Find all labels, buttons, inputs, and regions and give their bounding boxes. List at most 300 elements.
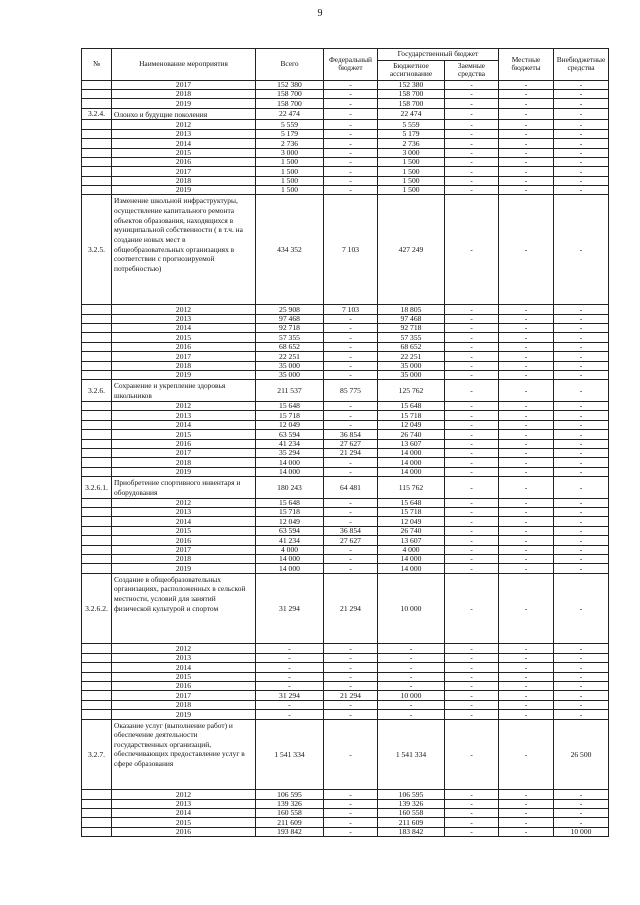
cell-federal: - <box>324 420 378 429</box>
header-num: № <box>82 49 112 81</box>
cell-total: 15 648 <box>256 498 324 507</box>
cell-budget: 13 607 <box>378 439 445 448</box>
cell-total: 31 294 <box>256 691 324 700</box>
table-row-year <box>82 681 609 690</box>
cell-local: - <box>499 681 554 690</box>
cell-num <box>82 99 112 108</box>
cell-extra: - <box>554 564 609 573</box>
cell-budget: 35 000 <box>378 371 445 380</box>
cell-loans: - <box>445 719 499 790</box>
table-row-year <box>82 176 609 185</box>
cell-num <box>82 458 112 467</box>
cell-federal: 21 294 <box>324 448 378 457</box>
cell-extra: - <box>554 448 609 457</box>
cell-num <box>82 672 112 681</box>
cell-name: 2014 <box>112 517 256 526</box>
cell-budget: 14 000 <box>378 467 445 476</box>
cell-federal: - <box>324 458 378 467</box>
cell-federal: - <box>324 498 378 507</box>
table-row-item <box>82 573 609 644</box>
cell-budget: 22 251 <box>378 352 445 361</box>
cell-total: 1 500 <box>256 186 324 195</box>
cell-federal: - <box>324 89 378 98</box>
cell-total: 41 234 <box>256 536 324 545</box>
cell-num <box>82 517 112 526</box>
cell-local: - <box>499 120 554 129</box>
cell-loans: - <box>445 672 499 681</box>
table-row-year <box>82 333 609 342</box>
table-row-year <box>82 799 609 808</box>
cell-budget: - <box>378 700 445 709</box>
cell-budget: 158 700 <box>378 99 445 108</box>
cell-total: - <box>256 710 324 719</box>
cell-extra: - <box>554 700 609 709</box>
cell-total: 22 251 <box>256 352 324 361</box>
cell-federal: - <box>324 108 378 120</box>
cell-federal: - <box>324 719 378 790</box>
cell-loans: - <box>445 99 499 108</box>
cell-local: - <box>499 448 554 457</box>
cell-name: 2017 <box>112 167 256 176</box>
cell-name: 2015 <box>112 430 256 439</box>
table-row-year <box>82 352 609 361</box>
cell-federal: 36 854 <box>324 430 378 439</box>
table-row-year <box>82 157 609 166</box>
cell-total: 41 234 <box>256 439 324 448</box>
cell-local: - <box>499 818 554 827</box>
cell-name: 2014 <box>112 139 256 148</box>
cell-federal: - <box>324 186 378 195</box>
cell-federal: - <box>324 80 378 89</box>
cell-extra: - <box>554 420 609 429</box>
cell-total: 158 700 <box>256 99 324 108</box>
cell-loans: - <box>445 80 499 89</box>
cell-num <box>82 342 112 351</box>
cell-loans: - <box>445 517 499 526</box>
cell-local: - <box>499 324 554 333</box>
cell-federal: - <box>324 324 378 333</box>
cell-extra: - <box>554 681 609 690</box>
cell-loans: - <box>445 653 499 662</box>
cell-name: 2018 <box>112 555 256 564</box>
cell-extra: - <box>554 663 609 672</box>
cell-total: 193 842 <box>256 827 324 836</box>
cell-name: 2017 <box>112 80 256 89</box>
cell-num <box>82 545 112 554</box>
cell-extra: 10 000 <box>554 827 609 836</box>
cell-budget: 5 179 <box>378 129 445 138</box>
cell-total: 1 500 <box>256 176 324 185</box>
cell-num <box>82 498 112 507</box>
cell-local: - <box>499 176 554 185</box>
cell-extra: - <box>554 342 609 351</box>
cell-local: - <box>499 545 554 554</box>
cell-name: Создание в общеобразовательных организациях, расположенных в сельской местности, условий для занятий физической культурой и спортом <box>112 573 256 644</box>
table-row-year <box>82 672 609 681</box>
cell-local: - <box>499 536 554 545</box>
cell-total: 31 294 <box>256 573 324 644</box>
cell-extra: - <box>554 799 609 808</box>
cell-extra: - <box>554 790 609 799</box>
header-extra: Внебюджетные средства <box>554 49 609 81</box>
table-row-year <box>82 526 609 535</box>
header-local: Местные бюджеты <box>499 49 554 81</box>
cell-federal: - <box>324 411 378 420</box>
cell-loans: - <box>445 314 499 323</box>
cell-federal: 7 103 <box>324 305 378 314</box>
cell-budget: 1 541 334 <box>378 719 445 790</box>
table-row-year <box>82 342 609 351</box>
cell-extra: - <box>554 305 609 314</box>
cell-local: - <box>499 719 554 790</box>
cell-federal: 21 294 <box>324 573 378 644</box>
cell-extra: - <box>554 129 609 138</box>
cell-num <box>82 555 112 564</box>
cell-federal: - <box>324 401 378 410</box>
cell-local: - <box>499 89 554 98</box>
cell-num <box>82 324 112 333</box>
table-row-year <box>82 324 609 333</box>
cell-total: 15 718 <box>256 508 324 517</box>
cell-num <box>82 148 112 157</box>
cell-num <box>82 314 112 323</box>
cell-total: 57 355 <box>256 333 324 342</box>
cell-extra: - <box>554 139 609 148</box>
cell-local: - <box>499 99 554 108</box>
cell-name: 2013 <box>112 653 256 662</box>
cell-extra: - <box>554 401 609 410</box>
cell-extra: - <box>554 186 609 195</box>
cell-extra: - <box>554 644 609 653</box>
table-row-year <box>82 564 609 573</box>
cell-name: Приобретение спортивного инвентаря и оборудования <box>112 477 256 499</box>
cell-loans: - <box>445 818 499 827</box>
cell-local: - <box>499 467 554 476</box>
cell-num <box>82 536 112 545</box>
cell-loans: - <box>445 564 499 573</box>
cell-budget: 427 249 <box>378 195 445 305</box>
cell-num <box>82 129 112 138</box>
table-row-year <box>82 129 609 138</box>
cell-name: 2016 <box>112 536 256 545</box>
cell-num <box>82 653 112 662</box>
cell-name: 2012 <box>112 644 256 653</box>
cell-local: - <box>499 342 554 351</box>
cell-local: - <box>499 439 554 448</box>
cell-budget: 3 000 <box>378 148 445 157</box>
table-row-year <box>82 508 609 517</box>
cell-total: 5 559 <box>256 120 324 129</box>
cell-local: - <box>499 129 554 138</box>
cell-federal: - <box>324 653 378 662</box>
cell-loans: - <box>445 380 499 402</box>
cell-budget: 26 740 <box>378 430 445 439</box>
cell-num <box>82 167 112 176</box>
cell-total: 15 718 <box>256 411 324 420</box>
cell-total: 25 908 <box>256 305 324 314</box>
cell-num: 3.2.6. <box>82 380 112 402</box>
cell-num <box>82 333 112 342</box>
cell-loans: - <box>445 710 499 719</box>
cell-federal: - <box>324 545 378 554</box>
cell-name: 2014 <box>112 420 256 429</box>
cell-total: 5 179 <box>256 129 324 138</box>
cell-num <box>82 401 112 410</box>
cell-extra: - <box>554 89 609 98</box>
cell-name: 2018 <box>112 458 256 467</box>
cell-num <box>82 352 112 361</box>
cell-local: - <box>499 555 554 564</box>
cell-name: 2019 <box>112 186 256 195</box>
cell-loans: - <box>445 799 499 808</box>
cell-extra: - <box>554 526 609 535</box>
cell-federal: - <box>324 799 378 808</box>
cell-federal: - <box>324 827 378 836</box>
cell-name: Изменение школьной инфраструктуры, осуществление капитального ремонта объектов образования, находящихся в муниципальной собственности ( в т.ч. на создание новых мест в общеобразовательных организациях в соответствии с прогнозируемой потребностью) <box>112 195 256 305</box>
cell-name: 2015 <box>112 333 256 342</box>
cell-name: 2013 <box>112 411 256 420</box>
table-row-year <box>82 420 609 429</box>
cell-federal: 64 481 <box>324 477 378 499</box>
cell-name: 2018 <box>112 176 256 185</box>
cell-name: Сохранение и укрепление здоровья школьников <box>112 380 256 402</box>
cell-total: 35 000 <box>256 361 324 370</box>
cell-extra: - <box>554 167 609 176</box>
cell-budget: 22 474 <box>378 108 445 120</box>
cell-name: 2017 <box>112 545 256 554</box>
cell-total: 14 000 <box>256 458 324 467</box>
cell-num <box>82 439 112 448</box>
cell-num <box>82 644 112 653</box>
cell-local: - <box>499 663 554 672</box>
table-row-year <box>82 439 609 448</box>
cell-num <box>82 89 112 98</box>
cell-federal: - <box>324 555 378 564</box>
cell-federal: - <box>324 333 378 342</box>
cell-budget: 18 805 <box>378 305 445 314</box>
cell-loans: - <box>445 305 499 314</box>
cell-loans: - <box>445 195 499 305</box>
cell-budget: - <box>378 644 445 653</box>
cell-budget: 160 558 <box>378 808 445 817</box>
cell-name: 2019 <box>112 710 256 719</box>
cell-federal: - <box>324 517 378 526</box>
table-row-year <box>82 818 609 827</box>
table-row-year <box>82 808 609 817</box>
table-row-year <box>82 167 609 176</box>
table-row-year <box>82 710 609 719</box>
cell-name: 2016 <box>112 681 256 690</box>
cell-local: - <box>499 401 554 410</box>
cell-federal: - <box>324 129 378 138</box>
cell-local: - <box>499 371 554 380</box>
cell-local: - <box>499 808 554 817</box>
cell-total: 158 700 <box>256 89 324 98</box>
cell-budget: 14 000 <box>378 448 445 457</box>
cell-name: 2013 <box>112 508 256 517</box>
cell-federal: 85 775 <box>324 380 378 402</box>
cell-num <box>82 790 112 799</box>
cell-federal: - <box>324 808 378 817</box>
cell-num <box>82 526 112 535</box>
table-row-year <box>82 89 609 98</box>
cell-federal: 21 294 <box>324 691 378 700</box>
cell-loans: - <box>445 157 499 166</box>
cell-name: 2019 <box>112 467 256 476</box>
cell-federal: - <box>324 361 378 370</box>
cell-local: - <box>499 573 554 644</box>
cell-extra: - <box>554 818 609 827</box>
cell-total: 12 049 <box>256 420 324 429</box>
cell-num <box>82 508 112 517</box>
cell-local: - <box>499 148 554 157</box>
cell-loans: - <box>445 700 499 709</box>
cell-loans: - <box>445 430 499 439</box>
cell-local: - <box>499 827 554 836</box>
cell-loans: - <box>445 545 499 554</box>
cell-total: 152 380 <box>256 80 324 89</box>
cell-loans: - <box>445 129 499 138</box>
cell-federal: - <box>324 508 378 517</box>
cell-extra: - <box>554 508 609 517</box>
cell-num: 3.2.6.2. <box>82 573 112 644</box>
cell-local: - <box>499 380 554 402</box>
cell-extra: - <box>554 352 609 361</box>
cell-total: 211 537 <box>256 380 324 402</box>
cell-num <box>82 564 112 573</box>
cell-extra: - <box>554 458 609 467</box>
cell-loans: - <box>445 324 499 333</box>
cell-federal: - <box>324 790 378 799</box>
cell-extra: - <box>554 653 609 662</box>
cell-budget: 15 648 <box>378 498 445 507</box>
cell-budget: 211 609 <box>378 818 445 827</box>
cell-name: 2016 <box>112 342 256 351</box>
cell-total: 160 558 <box>256 808 324 817</box>
cell-extra: - <box>554 477 609 499</box>
cell-extra: - <box>554 411 609 420</box>
table-row-year <box>82 498 609 507</box>
cell-federal: - <box>324 352 378 361</box>
cell-total: 106 595 <box>256 790 324 799</box>
cell-num <box>82 186 112 195</box>
cell-local: - <box>499 710 554 719</box>
cell-total: - <box>256 644 324 653</box>
cell-num <box>82 420 112 429</box>
cell-name: 2015 <box>112 672 256 681</box>
cell-num <box>82 80 112 89</box>
cell-extra: - <box>554 536 609 545</box>
cell-federal: - <box>324 167 378 176</box>
cell-loans: - <box>445 448 499 457</box>
cell-extra: - <box>554 108 609 120</box>
cell-total: 35 294 <box>256 448 324 457</box>
cell-total: 14 000 <box>256 555 324 564</box>
cell-num <box>82 120 112 129</box>
cell-budget: 12 049 <box>378 420 445 429</box>
cell-federal: - <box>324 672 378 681</box>
cell-total: 1 500 <box>256 157 324 166</box>
table-row-year <box>82 517 609 526</box>
table-row-year <box>82 99 609 108</box>
cell-total: 12 049 <box>256 517 324 526</box>
cell-loans: - <box>445 176 499 185</box>
cell-budget: 1 500 <box>378 157 445 166</box>
cell-num <box>82 361 112 370</box>
table-row-year <box>82 555 609 564</box>
table-row-item <box>82 195 609 305</box>
cell-total: - <box>256 700 324 709</box>
cell-num <box>82 430 112 439</box>
cell-budget: 13 607 <box>378 536 445 545</box>
table-row-year <box>82 120 609 129</box>
cell-name: 2014 <box>112 663 256 672</box>
cell-extra: - <box>554 430 609 439</box>
cell-num <box>82 371 112 380</box>
cell-federal: 27 627 <box>324 439 378 448</box>
cell-budget: 12 049 <box>378 517 445 526</box>
cell-loans: - <box>445 439 499 448</box>
cell-federal: - <box>324 681 378 690</box>
cell-federal: 36 854 <box>324 526 378 535</box>
cell-extra: 26 500 <box>554 719 609 790</box>
cell-federal: - <box>324 700 378 709</box>
cell-name: 2019 <box>112 371 256 380</box>
budget-table <box>81 48 609 837</box>
cell-total: 3 000 <box>256 148 324 157</box>
cell-local: - <box>499 430 554 439</box>
cell-extra: - <box>554 157 609 166</box>
cell-local: - <box>499 790 554 799</box>
cell-name: 2015 <box>112 818 256 827</box>
cell-budget: 14 000 <box>378 555 445 564</box>
cell-local: - <box>499 653 554 662</box>
table-row-year <box>82 644 609 653</box>
cell-num <box>82 710 112 719</box>
cell-loans: - <box>445 352 499 361</box>
cell-name: 2012 <box>112 305 256 314</box>
cell-local: - <box>499 333 554 342</box>
cell-extra: - <box>554 99 609 108</box>
cell-num <box>82 808 112 817</box>
cell-local: - <box>499 186 554 195</box>
table-row-year <box>82 691 609 700</box>
cell-num <box>82 827 112 836</box>
cell-name: 2012 <box>112 498 256 507</box>
cell-local: - <box>499 314 554 323</box>
cell-total: - <box>256 663 324 672</box>
table-row-year <box>82 371 609 380</box>
cell-num <box>82 818 112 827</box>
cell-total: 97 468 <box>256 314 324 323</box>
cell-name: 2016 <box>112 439 256 448</box>
cell-extra: - <box>554 573 609 644</box>
table-row-year <box>82 448 609 457</box>
cell-loans: - <box>445 536 499 545</box>
cell-total: 1 541 334 <box>256 719 324 790</box>
cell-num <box>82 467 112 476</box>
table-body <box>82 80 609 837</box>
table-row-year <box>82 305 609 314</box>
table-row-item <box>82 477 609 499</box>
header-name: Наименование мероприятия <box>112 49 256 81</box>
table-row-year <box>82 148 609 157</box>
table-row-year <box>82 536 609 545</box>
cell-loans: - <box>445 333 499 342</box>
cell-loans: - <box>445 458 499 467</box>
cell-loans: - <box>445 371 499 380</box>
page-number: 9 <box>317 8 323 19</box>
